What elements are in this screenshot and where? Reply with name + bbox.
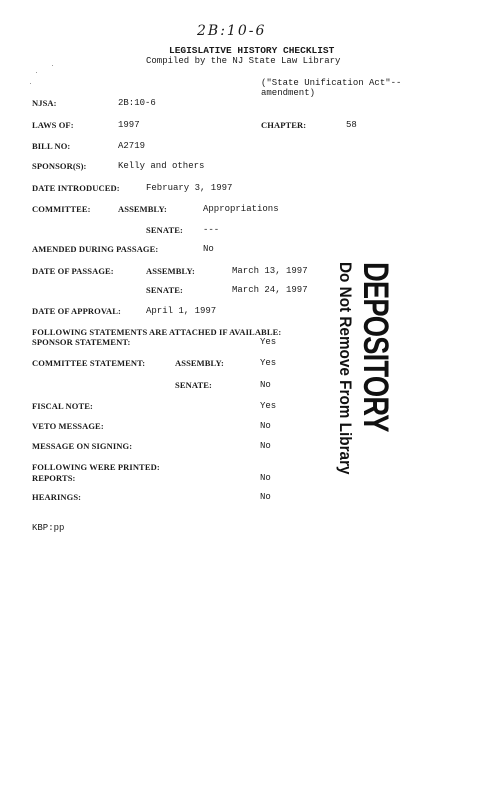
bill-no-label: BILL NO: xyxy=(32,141,71,151)
njsa-label: NJSA: xyxy=(32,98,57,108)
veto-message-value: No xyxy=(260,421,271,431)
laws-of-label: LAWS OF: xyxy=(32,120,74,130)
hearings-label: HEARINGS: xyxy=(32,492,82,502)
amended-value: No xyxy=(203,244,214,254)
message-on-signing-label: MESSAGE ON SIGNING: xyxy=(32,441,133,451)
committee-statement-senate-value: No xyxy=(260,380,271,390)
preparer-initials: KBP:pp xyxy=(32,523,65,533)
passage-senate-label: SENATE: xyxy=(146,285,183,295)
message-on-signing-value: No xyxy=(260,441,271,451)
committee-assembly-value: Appropriations xyxy=(203,204,279,214)
printed-heading: FOLLOWING WERE PRINTED: xyxy=(32,462,160,472)
laws-of-value: 1997 xyxy=(118,120,140,130)
committee-senate-label: SENATE: xyxy=(146,225,183,235)
committee-statement-assembly-value: Yes xyxy=(260,358,277,368)
fiscal-note-label: FISCAL NOTE: xyxy=(32,401,93,411)
amended-label: AMENDED DURING PASSAGE: xyxy=(32,244,159,254)
committee-assembly-label: ASSEMBLY: xyxy=(118,204,167,214)
stamp-line2: Do Not Remove From Library xyxy=(336,262,355,475)
scan-speck xyxy=(36,72,37,73)
chapter-label: CHAPTER: xyxy=(261,120,307,130)
veto-message-label: VETO MESSAGE: xyxy=(32,421,104,431)
bill-no-value: A2719 xyxy=(118,141,146,151)
date-of-approval-value: April 1, 1997 xyxy=(146,306,217,316)
sponsors-label: SPONSOR(S): xyxy=(32,161,87,171)
hearings-value: No xyxy=(260,492,271,502)
reports-value: No xyxy=(260,473,271,483)
handwritten-statute-number: 2B:10-6 xyxy=(197,23,267,39)
chapter-value: 58 xyxy=(346,120,357,130)
reports-label: REPORTS: xyxy=(32,473,76,483)
statements-heading: FOLLOWING STATEMENTS ARE ATTACHED IF AVAILABLE: xyxy=(32,327,282,337)
committee-statement-senate-label: SENATE: xyxy=(175,380,212,390)
document-subtitle: Compiled by the NJ State Law Library xyxy=(146,56,341,66)
committee-statement-assembly-label: ASSEMBLY: xyxy=(175,358,224,368)
committee-senate-value: --- xyxy=(203,225,220,235)
document-title: LEGISLATIVE HISTORY CHECKLIST xyxy=(169,45,335,56)
short-title-line1: ("State Unification Act"-- xyxy=(261,78,402,88)
sponsors-value: Kelly and others xyxy=(118,161,205,171)
date-introduced-value: February 3, 1997 xyxy=(146,183,233,193)
scan-speck xyxy=(52,65,53,66)
sponsor-statement-label: SPONSOR STATEMENT: xyxy=(32,337,131,347)
passage-senate-value: March 24, 1997 xyxy=(232,285,308,295)
scan-speck xyxy=(30,83,31,84)
passage-assembly-value: March 13, 1997 xyxy=(232,266,308,276)
date-of-passage-label: DATE OF PASSAGE: xyxy=(32,266,114,276)
fiscal-note-value: Yes xyxy=(260,401,277,411)
njsa-value: 2B:10-6 xyxy=(118,98,156,108)
date-introduced-label: DATE INTRODUCED: xyxy=(32,183,120,193)
committee-statement-label: COMMITTEE STATEMENT: xyxy=(32,358,146,368)
committee-label: COMMITTEE: xyxy=(32,204,91,214)
passage-assembly-label: ASSEMBLY: xyxy=(146,266,195,276)
short-title-line2: amendment) xyxy=(261,88,316,98)
sponsor-statement-value: Yes xyxy=(260,337,277,347)
date-of-approval-label: DATE OF APPROVAL: xyxy=(32,306,121,316)
stamp-line1: DEPOSITORY xyxy=(356,262,395,432)
